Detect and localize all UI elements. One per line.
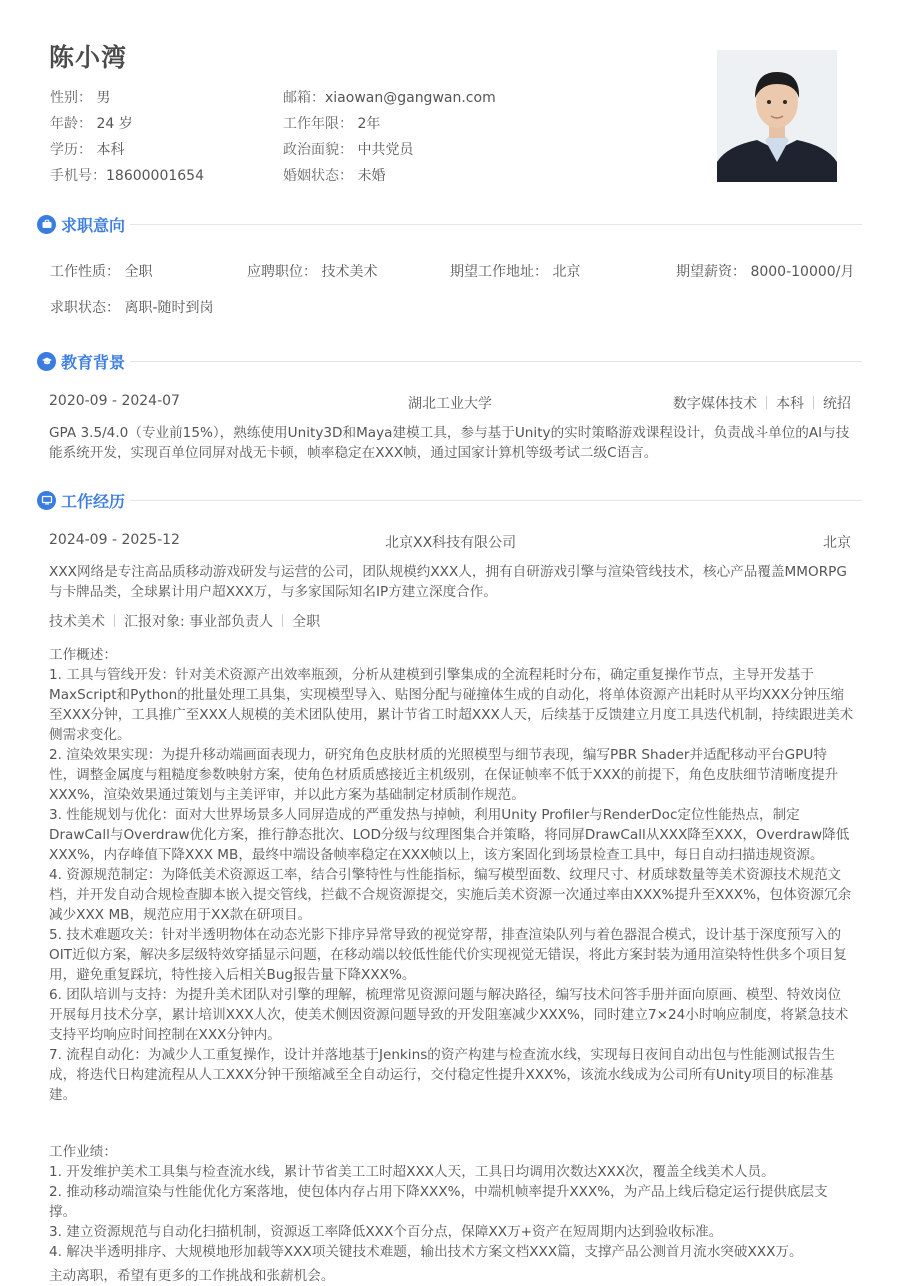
result-item: 1. 开发维护美术工具集与检查流水线，累计节省美工工时超XXX人天，工具日均调用次数达XXX次，覆盖全线美术人员。 bbox=[49, 1164, 775, 1180]
overview-item: 3. 性能规划与优化：面对大世界场景多人同屏造成的严重发热与掉帧，利用Unity Profiler与RenderDoc定位性能热点，制定DrawCall与Overdraw优化方案，推行静态批次、LOD分级与纹理图集合并策略，将同屏DrawCall从XXX降至XXX，Overdraw降低XXX%，内存峰值下降XXX MB，最终中端设备帧率稳定在XXX帧以上，该方案固化到场景检查工具中，每日自动扫描违规资源。 bbox=[49, 807, 850, 863]
section-divider bbox=[130, 361, 862, 362]
result-item: 4. 解决半透明排序、大规模地形加载等XXX项关键技术难题，输出技术方案文档XXX篇，支撑产品公测首月流水突破XXX万。 bbox=[49, 1244, 803, 1260]
tag-separator bbox=[282, 614, 283, 627]
work-years-field: 工作年限： 2年 bbox=[283, 116, 381, 132]
overview-title: 工作概述： bbox=[49, 647, 117, 663]
section-divider bbox=[130, 224, 862, 225]
overview-item: 5. 技术难题攻关：针对半透明物体在动态光影下排序异常导致的视觉穿帮，排查渲染队列与着色器混合模式，设计基于深度预写入的OIT近似方案，解决多层级特效穿插显示问题，在移动端以较低性能代价实现视觉无错误，将此方案封装为通用渲染特性供多个项目复用，避免重复踩坑，特性接入后相关Bug报告量下降XXX%。 bbox=[49, 927, 847, 983]
education-description: GPA 3.5/4.0（专业前15%），熟练使用Unity3D和Maya建模工具，参与基于Unity的实时策略游戏课程设计，负责战斗单位的AI与技能系统开发，实现百单位同屏对战无卡顿，帧率稳定在XXX帧，通过国家计算机等级考试二级C语言。 bbox=[49, 425, 850, 461]
phone-field: 手机号：18600001654 bbox=[50, 168, 204, 184]
work-results bbox=[49, 1142, 854, 1262]
job-type-field: 工作性质： 全职 bbox=[50, 264, 153, 280]
job-status-field: 求职状态： 离职-随时到岗 bbox=[50, 300, 214, 316]
candidate-name: 陈小湾 bbox=[49, 43, 128, 72]
section-work-title: 工作经历 bbox=[37, 488, 125, 512]
result-item: 3. 建立资源规范与自动化扫描机制，资源返工率降低XXX个百分点，保障XX万+资产在短周期内达到验收标准。 bbox=[49, 1224, 723, 1240]
section-education-title: 教育背景 bbox=[37, 349, 125, 373]
education-tags: 数字媒体技术 本科 统招 bbox=[673, 396, 851, 412]
results-title: 工作业绩： bbox=[49, 1144, 117, 1160]
company-description: XXX网络是专注高品质移动游戏研发与运营的公司，团队规模约XXX人，拥有自研游戏引擎与渲染管线技术，核心产品覆盖MMORPG与卡牌品类，全球累计用户超XXX万，与多家国际知名IP方建立深度合作。 bbox=[49, 564, 847, 600]
overview-item: 2. 渲染效果实现：为提升移动端画面表现力，研究角色皮肤材质的光照模型与细节表现，编写PBR Shader并适配移动平台GPU特性，调整金属度与粗糙度参数映射方案，使角色材质质感接近主机级别，在保证帧率不低于XXX的前提下，角色皮肤细节清晰度提升XXX%，渲染效果通过策划与主美评审，并以此方案为基础制定材质制作规范。 bbox=[49, 747, 839, 803]
tag-separator bbox=[813, 396, 814, 409]
overview-item: 4. 资源规范制定：为降低美术资源返工率，结合引擎特性与性能指标，编写模型面数、纹理尺寸、材质球数量等美术资源技术规范文档，并开发自动合规检查脚本嵌入提交管线，拦截不合规资源提交，实施后美术资源一次通过率由XXX%提升至XXX%，包体资源冗余减少XXX MB，规范应用于XX款在研项目。 bbox=[49, 867, 852, 923]
age-field: 年龄： 24 岁 bbox=[50, 116, 133, 132]
education-level-field: 学历： 本科 bbox=[50, 142, 125, 158]
education-period: 2020-09 - 2024-07 bbox=[49, 393, 180, 409]
section-divider bbox=[130, 500, 862, 501]
person-portrait-icon bbox=[717, 50, 837, 182]
tag-separator bbox=[766, 396, 767, 409]
job-location-field: 期望工作地址： 北京 bbox=[450, 264, 581, 280]
leave-reason: 主动离职，希望有更多的工作挑战和张薪机会。 bbox=[49, 1268, 335, 1284]
tag-separator bbox=[114, 614, 115, 627]
work-overview bbox=[49, 645, 854, 1105]
overview-item: 1. 工具与管线开发：针对美术资源产出效率瓶颈，分析从建模到引擎集成的全流程耗时分布，确定重复操作节点，主导开发基于MaxScript和Python的批量处理工具集，实现模型导入、贴图分配与碰撞体生成的自动化，将单体资源产出耗时从平均XXX分钟压缩至XXX分钟，工具推广至XXX人规模的美术团队使用，累计节省工时超XXX人天，后续基于反馈建立月度工具迭代机制，持续跟进美术侧需求变化。 bbox=[49, 667, 854, 743]
politics-field: 政治面貌： 中共党员 bbox=[283, 142, 414, 158]
briefcase-icon bbox=[37, 215, 56, 234]
work-city: 北京 bbox=[823, 535, 851, 551]
section-intent-title: 求职意向 bbox=[37, 212, 125, 236]
work-period: 2024-09 - 2025-12 bbox=[49, 532, 180, 548]
monitor-icon bbox=[37, 491, 56, 510]
school-name: 湖北工业大学 bbox=[408, 396, 492, 412]
email-field: 邮箱：xiaowan@gangwan.com bbox=[283, 90, 496, 106]
gender-field: 性别： 男 bbox=[50, 90, 111, 106]
job-position-field: 应聘职位： 技术美术 bbox=[247, 264, 378, 280]
marital-field: 婚姻状态： 未婚 bbox=[283, 168, 386, 184]
work-tags: 技术美术 汇报对象: 事业部负责人 全职 bbox=[49, 614, 321, 630]
overview-item: 6. 团队培训与支持：为提升美术团队对引擎的理解，梳理常见资源问题与解决路径，编写技术问答手册并面向原画、模型、特效岗位开展每月技术分享，累计培训XXX人次，使美术侧因资源问题导致的开发阻塞减少XXX%，同时建立7×24小时响应制度，将紧急技术支持平均响应时间控制在XXX分钟内。 bbox=[49, 987, 849, 1043]
company-name: 北京XX科技有限公司 bbox=[385, 535, 517, 551]
expected-salary-field: 期望薪资： 8000-10000/月 bbox=[676, 264, 855, 280]
graduation-cap-icon bbox=[37, 352, 56, 371]
overview-item: 7. 流程自动化：为减少人工重复操作，设计并落地基于Jenkins的资产构建与检查流水线，实现每日夜间自动出包与性能测试报告生成，将迭代日构建流程从人工XXX分钟干预缩减至全自动运行，交付稳定性提升XXX%，该流水线成为公司所有Unity项目的标准基建。 bbox=[49, 1047, 836, 1103]
profile-photo bbox=[717, 50, 837, 182]
result-item: 2. 推动移动端渲染与性能优化方案落地，使包体内存占用下降XXX%，中端机帧率提升XXX%，为产品上线后稳定运行提供底层支撑。 bbox=[49, 1184, 828, 1220]
